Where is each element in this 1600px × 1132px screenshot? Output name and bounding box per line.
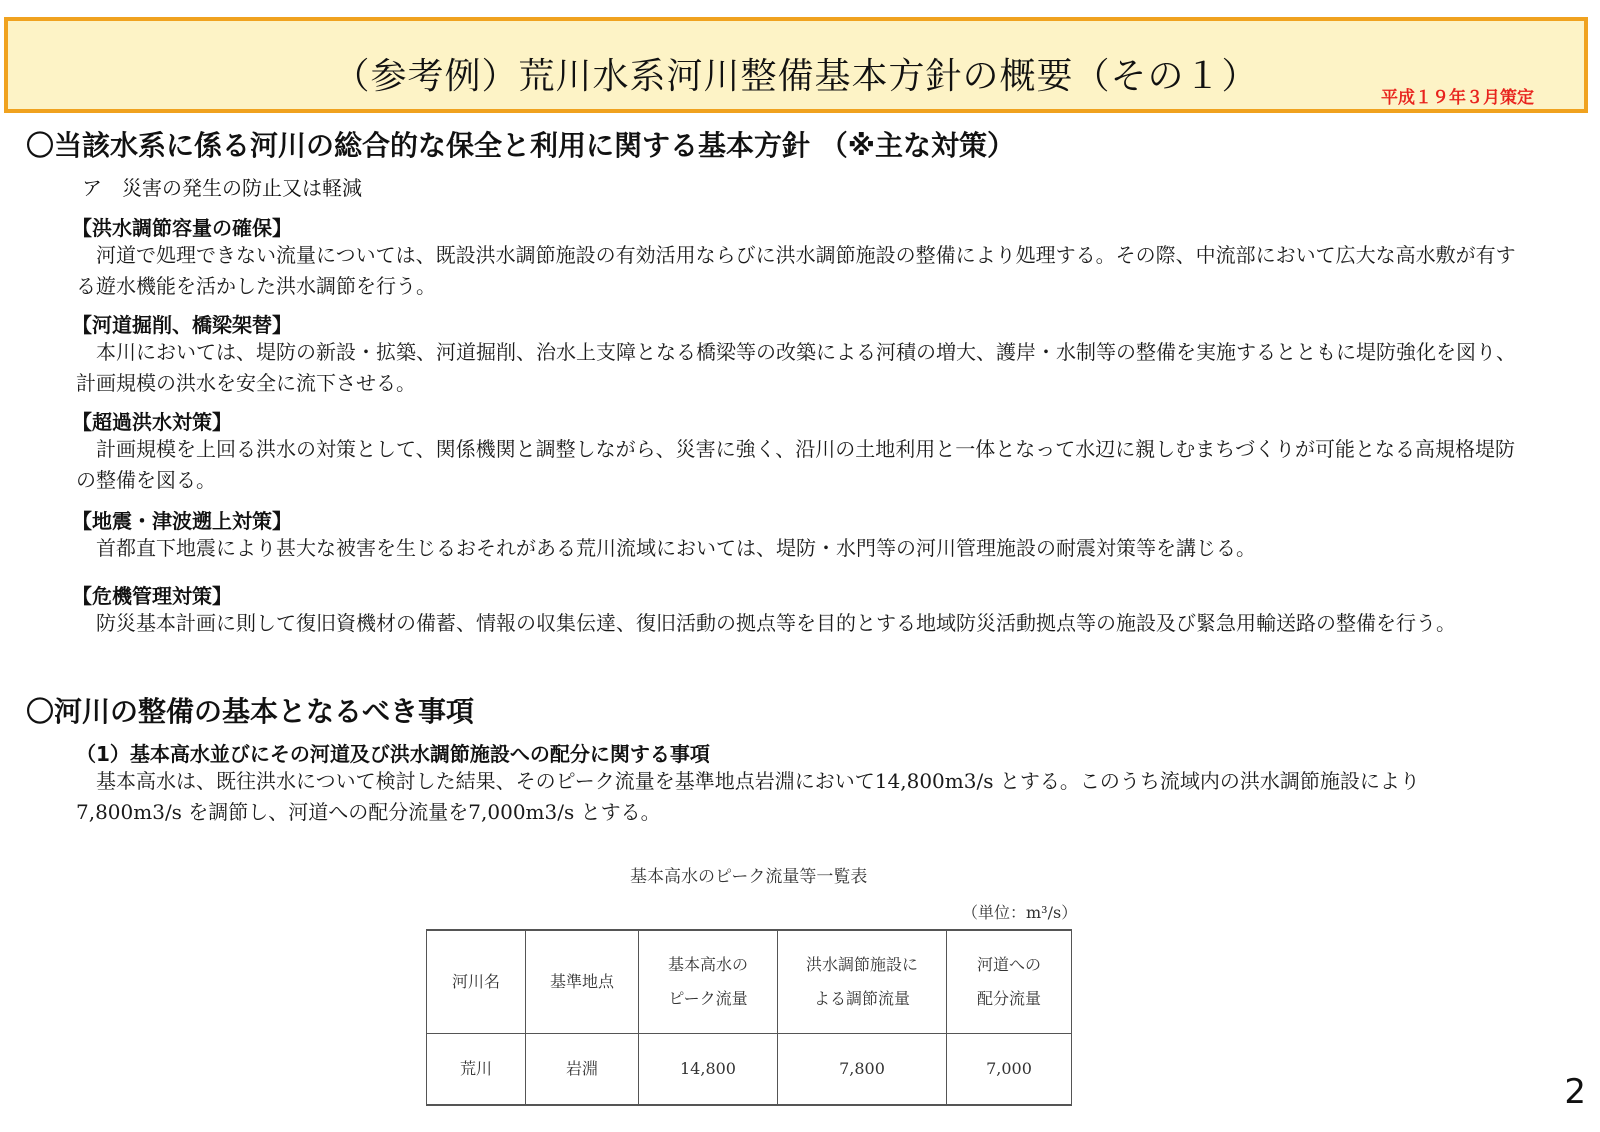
section1-heading: 〇当該水系に係る河川の総合的な保全と利用に関する基本方針 （※主な対策） [26,129,1015,162]
table-row [427,1034,1072,1106]
header-regulated-flow: 洪水調節施設に よる調節流量 [778,930,947,1034]
page-number: 2 [1564,1072,1586,1112]
header-peak-flow: 基本高水の ピーク流量 [639,930,778,1034]
cell-peak-flow: 14,800 [639,1034,778,1106]
paragraph-earthquake: 首都直下地震により甚大な被害を生じるおそれがある荒川流域においては、堤防・水門等の河川管理施設の耐震対策等を講じる。 [96,536,1256,560]
table-title: 基本高水のピーク流量等一覧表 [630,867,868,887]
category-crisis: 【危機管理対策】 [72,584,232,608]
category-excavation: 【河道掘削、橋梁架替】 [72,313,292,337]
section2-subheading: （1）基本高水並びにその河道及び洪水調節施設への配分に関する事項 [76,742,710,766]
table-header-row [427,930,1072,1034]
category-overflow: 【超過洪水対策】 [72,410,232,434]
header-river-name: 河川名 [427,930,526,1034]
cell-regulated-flow: 7,800 [778,1034,947,1106]
paragraph-flood-capacity: 河道で処理できない流量については、既設洪水調節施設の有効活用ならびに洪水調節施設の整備により処理する。その際、中流部において広大な高水敷が有する遊水機能を活かした洪水調節を行う。 [76,243,1516,298]
section1-subheading: ア 災害の発生の防止又は軽減 [82,176,362,200]
paragraph-basic-flood: 基本高水は、既往洪水について検討した結果、そのピーク流量を基準地点岩淵において14,800m3/s とする。このうち流域内の洪水調節施設により7,800m3/s を調節し、河道への配分流量を7,000m3/s とする。 [76,769,1420,824]
header-reference-point: 基準地点 [526,930,639,1034]
date-label: 平成１９年３月策定 [1381,88,1534,108]
cell-river-name: 荒川 [427,1034,526,1106]
page-title: （参考例）荒川水系河川整備基本方針の概要（その１） [333,56,1259,97]
table-unit: （単位：m³/s） [962,903,1078,922]
header-allocated-flow: 河道への 配分流量 [947,930,1072,1034]
paragraph-excavation: 本川においては、堤防の新設・拡築、河道掘削、治水上支障となる橋梁等の改築による河積の増大、護岸・水制等の整備を実施するとともに堤防強化を図り、計画規模の洪水を安全に流下させる。 [76,340,1516,395]
paragraph-crisis: 防災基本計画に則して復旧資機材の備蓄、情報の収集伝達、復旧活動の拠点等を目的とする地域防災活動拠点等の施設及び緊急用輸送路の整備を行う。 [96,611,1456,635]
title-banner [4,17,1588,113]
cell-reference-point: 岩淵 [526,1034,639,1106]
category-flood-capacity: 【洪水調節容量の確保】 [72,216,292,240]
category-earthquake: 【地震・津波遡上対策】 [72,509,292,533]
cell-allocated-flow: 7,000 [947,1034,1072,1106]
paragraph-overflow: 計画規模を上回る洪水の対策として、関係機関と調整しながら、災害に強く、沿川の土地利用と一体となって水辺に親しむまちづくりが可能となる高規格堤防の整備を図る。 [76,437,1515,492]
section2-heading: 〇河川の整備の基本となるべき事項 [26,695,475,728]
peak-flow-table [426,929,1072,1106]
